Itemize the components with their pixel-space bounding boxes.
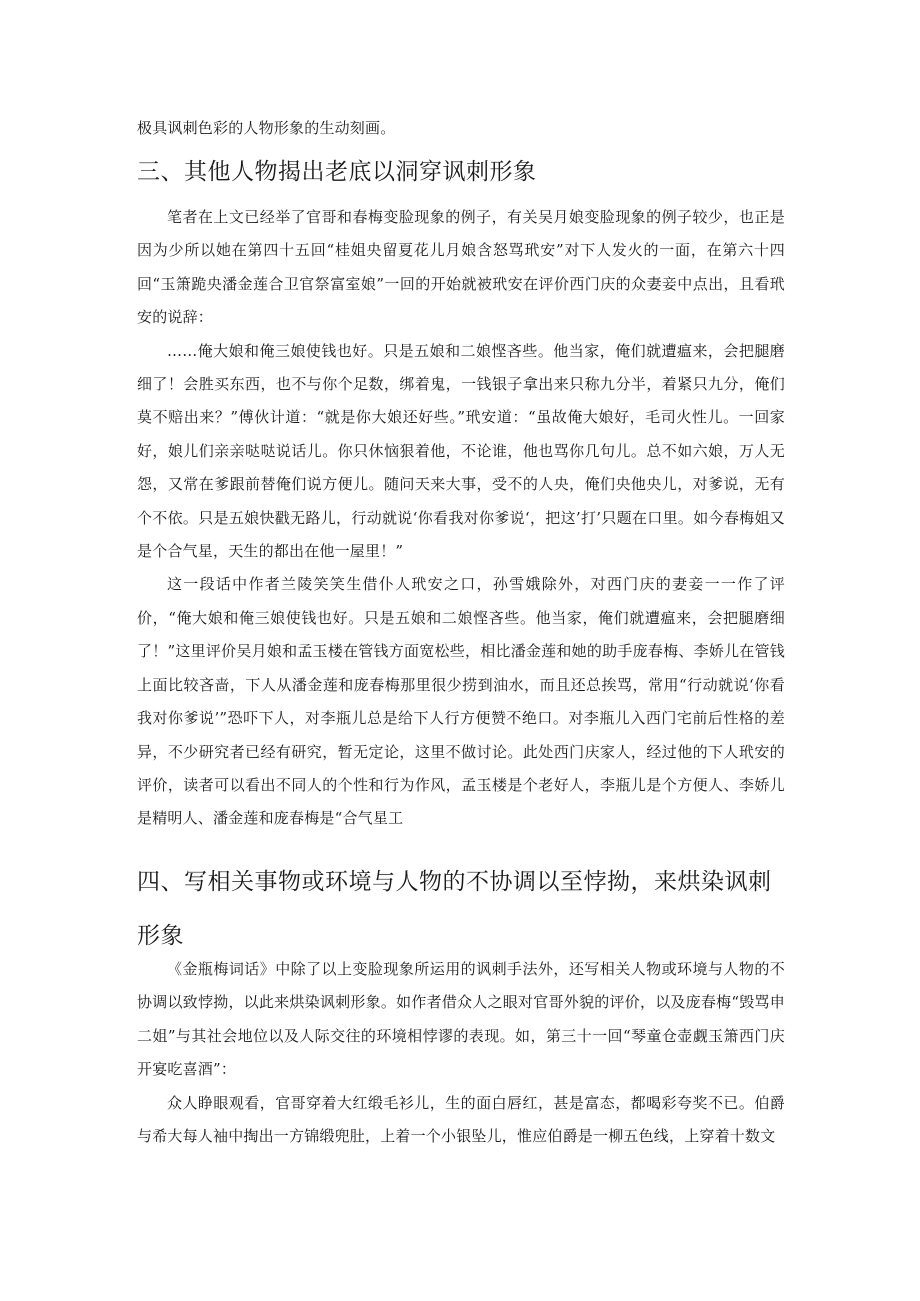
section-3-body [137, 201, 785, 836]
intro-text: 极具讽刺色彩的人物形象的生动刻画。 [137, 119, 396, 137]
section-4-body [137, 953, 785, 1153]
section-4-heading: 四、写相关事物或环境与人物的不协调以至悖拗，来烘染讽刺形象 [137, 869, 772, 949]
section-3-paragraph-1: 笔者在上文已经举了官哥和春梅变脸现象的例子，有关吴月娘变脸现象的例子较少，也正是因为少所以她在第四十五回“桂姐央留夏花儿月娘含怒骂玳安”对下人发火的一面，在第六十四回“玉箫跪央潘金莲合卫官祭富室娘”一回的开始就被玳安在评价西门庆的众妻妾中点出，且看玳安的说辞： [137, 208, 785, 327]
section-3-paragraph-2: 这一段话中作者兰陵笑笑生借仆人玳安之口，孙雪娥除外，对西门庆的妻妾一一作了评价，“俺大娘和俺三娘使钱也好。只是五娘和二娘悭吝些。他当家，俺们就遭瘟来，会把腿磨细了！”这里评价吴月娘和孟玉楼在管钱方面宽松些，相比潘金莲和她的助手庞春梅、李娇儿在管钱上面比较吝啬，下人从潘金莲和庞春梅那里很少捞到油水，而且还总挨骂，常用“行动就说‘你看我对你爹说’”恐吓下人，对李瓶儿总是给下人行方便赞不绝口。对李瓶儿入西门宅前后性格的差异，不少研究者已经有研究，暂无定论，这里不做讨论。此处西门庆家人，经过他的下人玳安的评价，读者可以看出不同人的个性和行为作风，孟玉楼是个老好人，李瓶儿是个方便人、李娇儿是精明人、潘金莲和庞春梅是“合气星工 [137, 575, 785, 828]
intro-line [137, 112, 785, 145]
section-3-heading: 三、其他人物揭出老底以洞穿讽刺形象 [137, 159, 537, 185]
section-4-paragraph-1: 《金瓶梅词话》中除了以上变脸现象所运用的讽刺手法外，还写相关人物或环境与人物的不协调以致悖拗，以此来烘染讽刺形象。如作者借众人之眼对官哥外貌的评价，以及庞春梅“毁骂申二姐”与其社会地位以及人际交往的环境相悖谬的表现。如，第三十一回“琴童仓壶觑玉箫西门庆开宴吃喜酒”： [137, 960, 785, 1079]
section-4-paragraph-2: 众人睁眼观看，官哥穿着大红缎毛衫儿，生的面白唇红，甚是富态，都喝彩夸奖不已。伯爵与希大每人袖中掏出一方锦缎兜肚，上着一个小银坠儿，惟应伯爵是一柳五色线，上穿着十数文 [137, 1093, 785, 1146]
section-3-quote: ……俺大娘和俺三娘使钱也好。只是五娘和二娘悭吝些。他当家，俺们就遭瘟来，会把腿磨细了！会胜买东西，也不与你个足数，绑着鬼，一钱银子拿出来只称九分半，着紧只九分，俺们莫不赔出来？”傅伙计道：“就是你大娘还好些。”玳安道：“虽故俺大娘好，毛司火性儿。一回家好，娘儿们亲亲哒哒说话儿。你只休恼狠着他，不论谁，他也骂你几句儿。总不如六娘，万人无怨，又常在爹跟前替俺们说方便儿。随问天来大事，受不的人央，俺们央他央儿，对爹说，无有个不依。只是五娘快戳无路儿，行动就说‘你看我对你爹说‘，把这’打’只题在口里。如今春梅姐又是个合气星，天生的都出在他一屋里！” [137, 341, 785, 561]
